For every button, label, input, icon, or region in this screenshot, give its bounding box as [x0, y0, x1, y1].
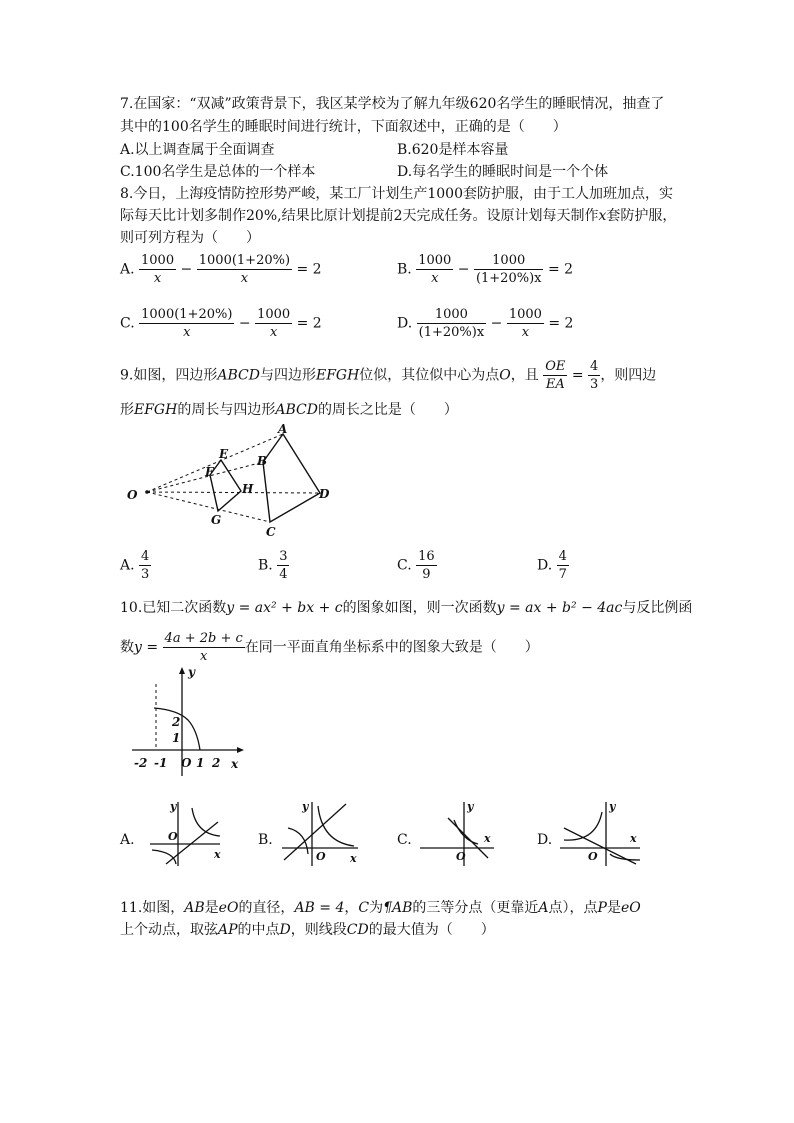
q11-line2: 上个动点，取弦AP的中点D，则线段CD的最大值为（ ） [120, 922, 495, 938]
svg-text:y: y [467, 800, 474, 813]
q9-option-c: C. $\frac{16}{9}$ [397, 549, 435, 582]
tick-2: 2 [172, 715, 181, 729]
svg-text:x: x [350, 852, 357, 865]
quad-abcd [263, 434, 320, 522]
q9-option-b: B. $\frac{3}{4}$ [258, 549, 288, 582]
label-e: E [219, 447, 229, 461]
q10-option-b-label: B. [258, 832, 273, 848]
label-g: G [211, 513, 222, 527]
svg-text:O: O [168, 830, 178, 843]
q11-line1: 11.如图，AB是eO的直径，AB = 4，C为¶AB的三等分点（更靠近A点），点P是eO [120, 900, 641, 916]
label-d: D [319, 487, 330, 501]
label-c: C [266, 525, 276, 539]
q7-line1: 7.在国家：“双减”政策背景下，我区某学校为了解九年级620名学生的睡眠情况，抽查了 [120, 96, 665, 112]
origin-label: O [181, 756, 192, 770]
q8-line1: 8.今日，上海疫情防控形势严峻，某工厂计划生产1000套防护服，由于工人加班加点，实 [120, 186, 673, 202]
q8-option-c: C. $\frac{1000(1+20\%)}{x}$ − $\frac{1000}{x}$ = 2 [120, 307, 322, 340]
svg-text:x: x [214, 848, 221, 861]
tick-neg1: -1 [154, 756, 168, 770]
q10-option-c-label: C. [397, 832, 412, 848]
q9-line2: 形EFGH的周长与四边形ABCD的周长之比是（ ） [120, 402, 458, 418]
q7-line2: 其中的100名学生的睡眠时间进行统计，下面叙述中，正确的是（ ） [120, 119, 567, 135]
label-h: H [242, 482, 254, 496]
q8-option-b: B. $\frac{1000}{x}$ − $\frac{1000}{(1+20\%)x}$ = 2 [397, 253, 574, 286]
axis-label-x: x [231, 757, 239, 771]
q8-line2: 际每天比计划多制作20%,结果比原计划提前2天完成任务。设原计划每天制作x套防护服， [120, 208, 677, 224]
svg-text:x: x [630, 832, 637, 845]
label-a: A [278, 422, 288, 436]
q10-option-c-graph [418, 798, 498, 868]
tick-neg2: -2 [134, 756, 148, 770]
svg-text:y: y [170, 800, 177, 813]
label-b: B [257, 454, 268, 468]
q10-line1: 10.已知二次函数y = ax² + bx + c的图象如图，则一次函数y = ax + b² − 4ac与反比例函 [120, 600, 693, 616]
q10-option-b-graph [280, 798, 364, 868]
q9-homothety-figure [120, 420, 340, 545]
tick-1: 1 [172, 731, 181, 745]
q10-parabola-graph [130, 664, 245, 779]
q7-option-d: D.每名学生的睡眠时间是一个个体 [397, 164, 609, 180]
tick-x1: 1 [196, 756, 205, 770]
axis-label-y: y [188, 665, 195, 679]
label-f: F [205, 465, 214, 479]
quad-efgh [210, 460, 241, 511]
q9-option-a: A. $\frac{4}{3}$ [120, 549, 150, 582]
svg-text:O: O [456, 850, 466, 863]
svg-text:y: y [302, 800, 309, 813]
svg-text:x: x [484, 832, 491, 845]
q8-option-a: A. $\frac{1000}{x}$ − $\frac{1000(1+20\%)}{x}$ = 2 [120, 253, 322, 286]
q10-option-a-label: A. [120, 832, 135, 848]
q10-option-a-graph [148, 798, 228, 868]
q7-option-a: A.以上调查属于全面调查 [120, 142, 275, 158]
q10-option-d-label: D. [537, 832, 553, 848]
tick-x2: 2 [212, 756, 221, 770]
label-o: O [127, 488, 138, 502]
q7-option-b: B.620是样本容量 [397, 142, 509, 158]
svg-text:O: O [588, 850, 598, 863]
q9-option-d: D. $\frac{4}{7}$ [537, 549, 567, 582]
q10-option-d-graph [558, 798, 644, 868]
q8-option-d: D. $\frac{1000}{(1+20\%)x}$ − $\frac{1000}{x}$ = 2 [397, 307, 574, 340]
q9-line1: 9.如图，四边形ABCD与四边形EFGH位似，其位似中心为点O，且 $\frac{OE}{EA}$ = $\frac{4}{3}$ ，则四边 [120, 359, 657, 392]
q8-line3: 则可列方程为（ ） [120, 230, 260, 246]
q7-option-c: C.100名学生是总体的一个样本 [120, 164, 316, 180]
svg-text:O: O [316, 850, 326, 863]
svg-text:y: y [609, 800, 616, 813]
q10-line2: 数y = $\frac{4a + 2b + c}{x}$ 在同一平面直角坐标系中的图象大致是（ ） [120, 631, 539, 664]
